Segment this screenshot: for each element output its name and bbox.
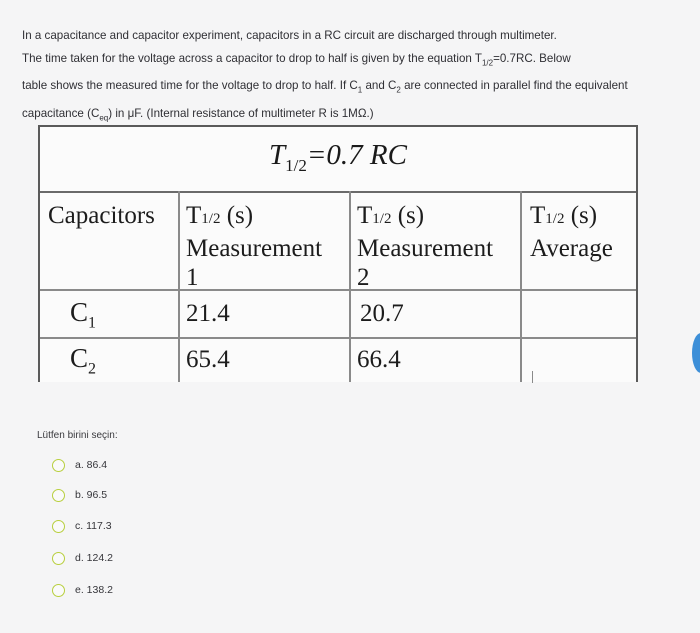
header-m2-line3: 2 bbox=[357, 264, 370, 291]
option-d[interactable] bbox=[52, 550, 113, 566]
option-c-label[interactable]: c. 117.3 bbox=[75, 520, 112, 532]
question-line-1: In a capacitance and capacitor experiment, capacitors in a RC circuit are discharged through multimeter. bbox=[22, 29, 557, 42]
column-divider bbox=[178, 191, 180, 382]
option-e-label[interactable]: e. 138.2 bbox=[75, 584, 113, 596]
data-table bbox=[38, 125, 638, 382]
header-avg-line1: T1/2 (s) bbox=[530, 202, 598, 229]
table-row-c2-m1: 65.4 bbox=[186, 346, 230, 373]
option-a[interactable] bbox=[52, 457, 107, 473]
column-divider bbox=[520, 191, 522, 382]
header-m1-line3: 1 bbox=[186, 264, 199, 291]
header-measurement-2 bbox=[357, 201, 493, 292]
table-row-c1-m2: 20.7 bbox=[360, 300, 404, 327]
header-avg-line2: Average bbox=[530, 235, 613, 262]
radio-c[interactable] bbox=[52, 520, 65, 533]
radio-a[interactable] bbox=[52, 459, 65, 472]
table-row-c2-m2: 66.4 bbox=[357, 346, 401, 373]
header-measurement-1 bbox=[186, 201, 322, 292]
options-label: Lütfen birini seçin: bbox=[37, 430, 118, 441]
question-line-3: table shows the measured time for the voltage to drop to half. If $C_1$ and $C_2$ are connected in parallel find the equivalent bbox=[22, 79, 628, 95]
header-m1-line1: T1/2 (s) bbox=[186, 202, 254, 229]
option-c[interactable] bbox=[52, 518, 112, 534]
row-divider bbox=[40, 289, 636, 291]
question-line-4: capacitance $(C_{eq})$ in μF. (Internal resistance of multimeter R is 1MΩ.) bbox=[22, 106, 374, 122]
radio-e[interactable] bbox=[52, 584, 65, 597]
option-b-label[interactable]: b. 96.5 bbox=[75, 489, 108, 501]
question-text bbox=[22, 24, 662, 129]
column-divider bbox=[349, 191, 351, 382]
header-average bbox=[530, 201, 613, 263]
table-cursor-mark bbox=[532, 371, 533, 383]
option-a-label[interactable]: a. 86.4 bbox=[75, 459, 108, 471]
row-divider bbox=[40, 337, 636, 339]
radio-b[interactable] bbox=[52, 489, 65, 502]
table-row-c1-label: $C_1$ bbox=[70, 297, 97, 332]
header-m1-line2: Measurement bbox=[186, 235, 323, 262]
table-row-c2-label: $C_2$ bbox=[70, 343, 97, 378]
side-tab-indicator[interactable] bbox=[692, 333, 700, 373]
option-d-label[interactable]: d. 124.2 bbox=[75, 552, 113, 564]
question-line-2: The time taken for the voltage across a capacitor to drop to half is given by the equation $T_{1/2}=0.7RC$. Below bbox=[22, 52, 571, 68]
header-capacitors: Capacitors bbox=[48, 202, 155, 229]
option-b[interactable] bbox=[52, 487, 107, 503]
header-m2-line1: T1/2 (s) bbox=[357, 202, 425, 229]
table-row-c1-m1: 21.4 bbox=[186, 300, 230, 327]
radio-d[interactable] bbox=[52, 552, 65, 565]
table-formula: $T_{1/2}=0.7$ RC bbox=[40, 127, 636, 193]
header-m2-line2: Measurement bbox=[357, 235, 494, 262]
option-e[interactable] bbox=[52, 582, 113, 598]
